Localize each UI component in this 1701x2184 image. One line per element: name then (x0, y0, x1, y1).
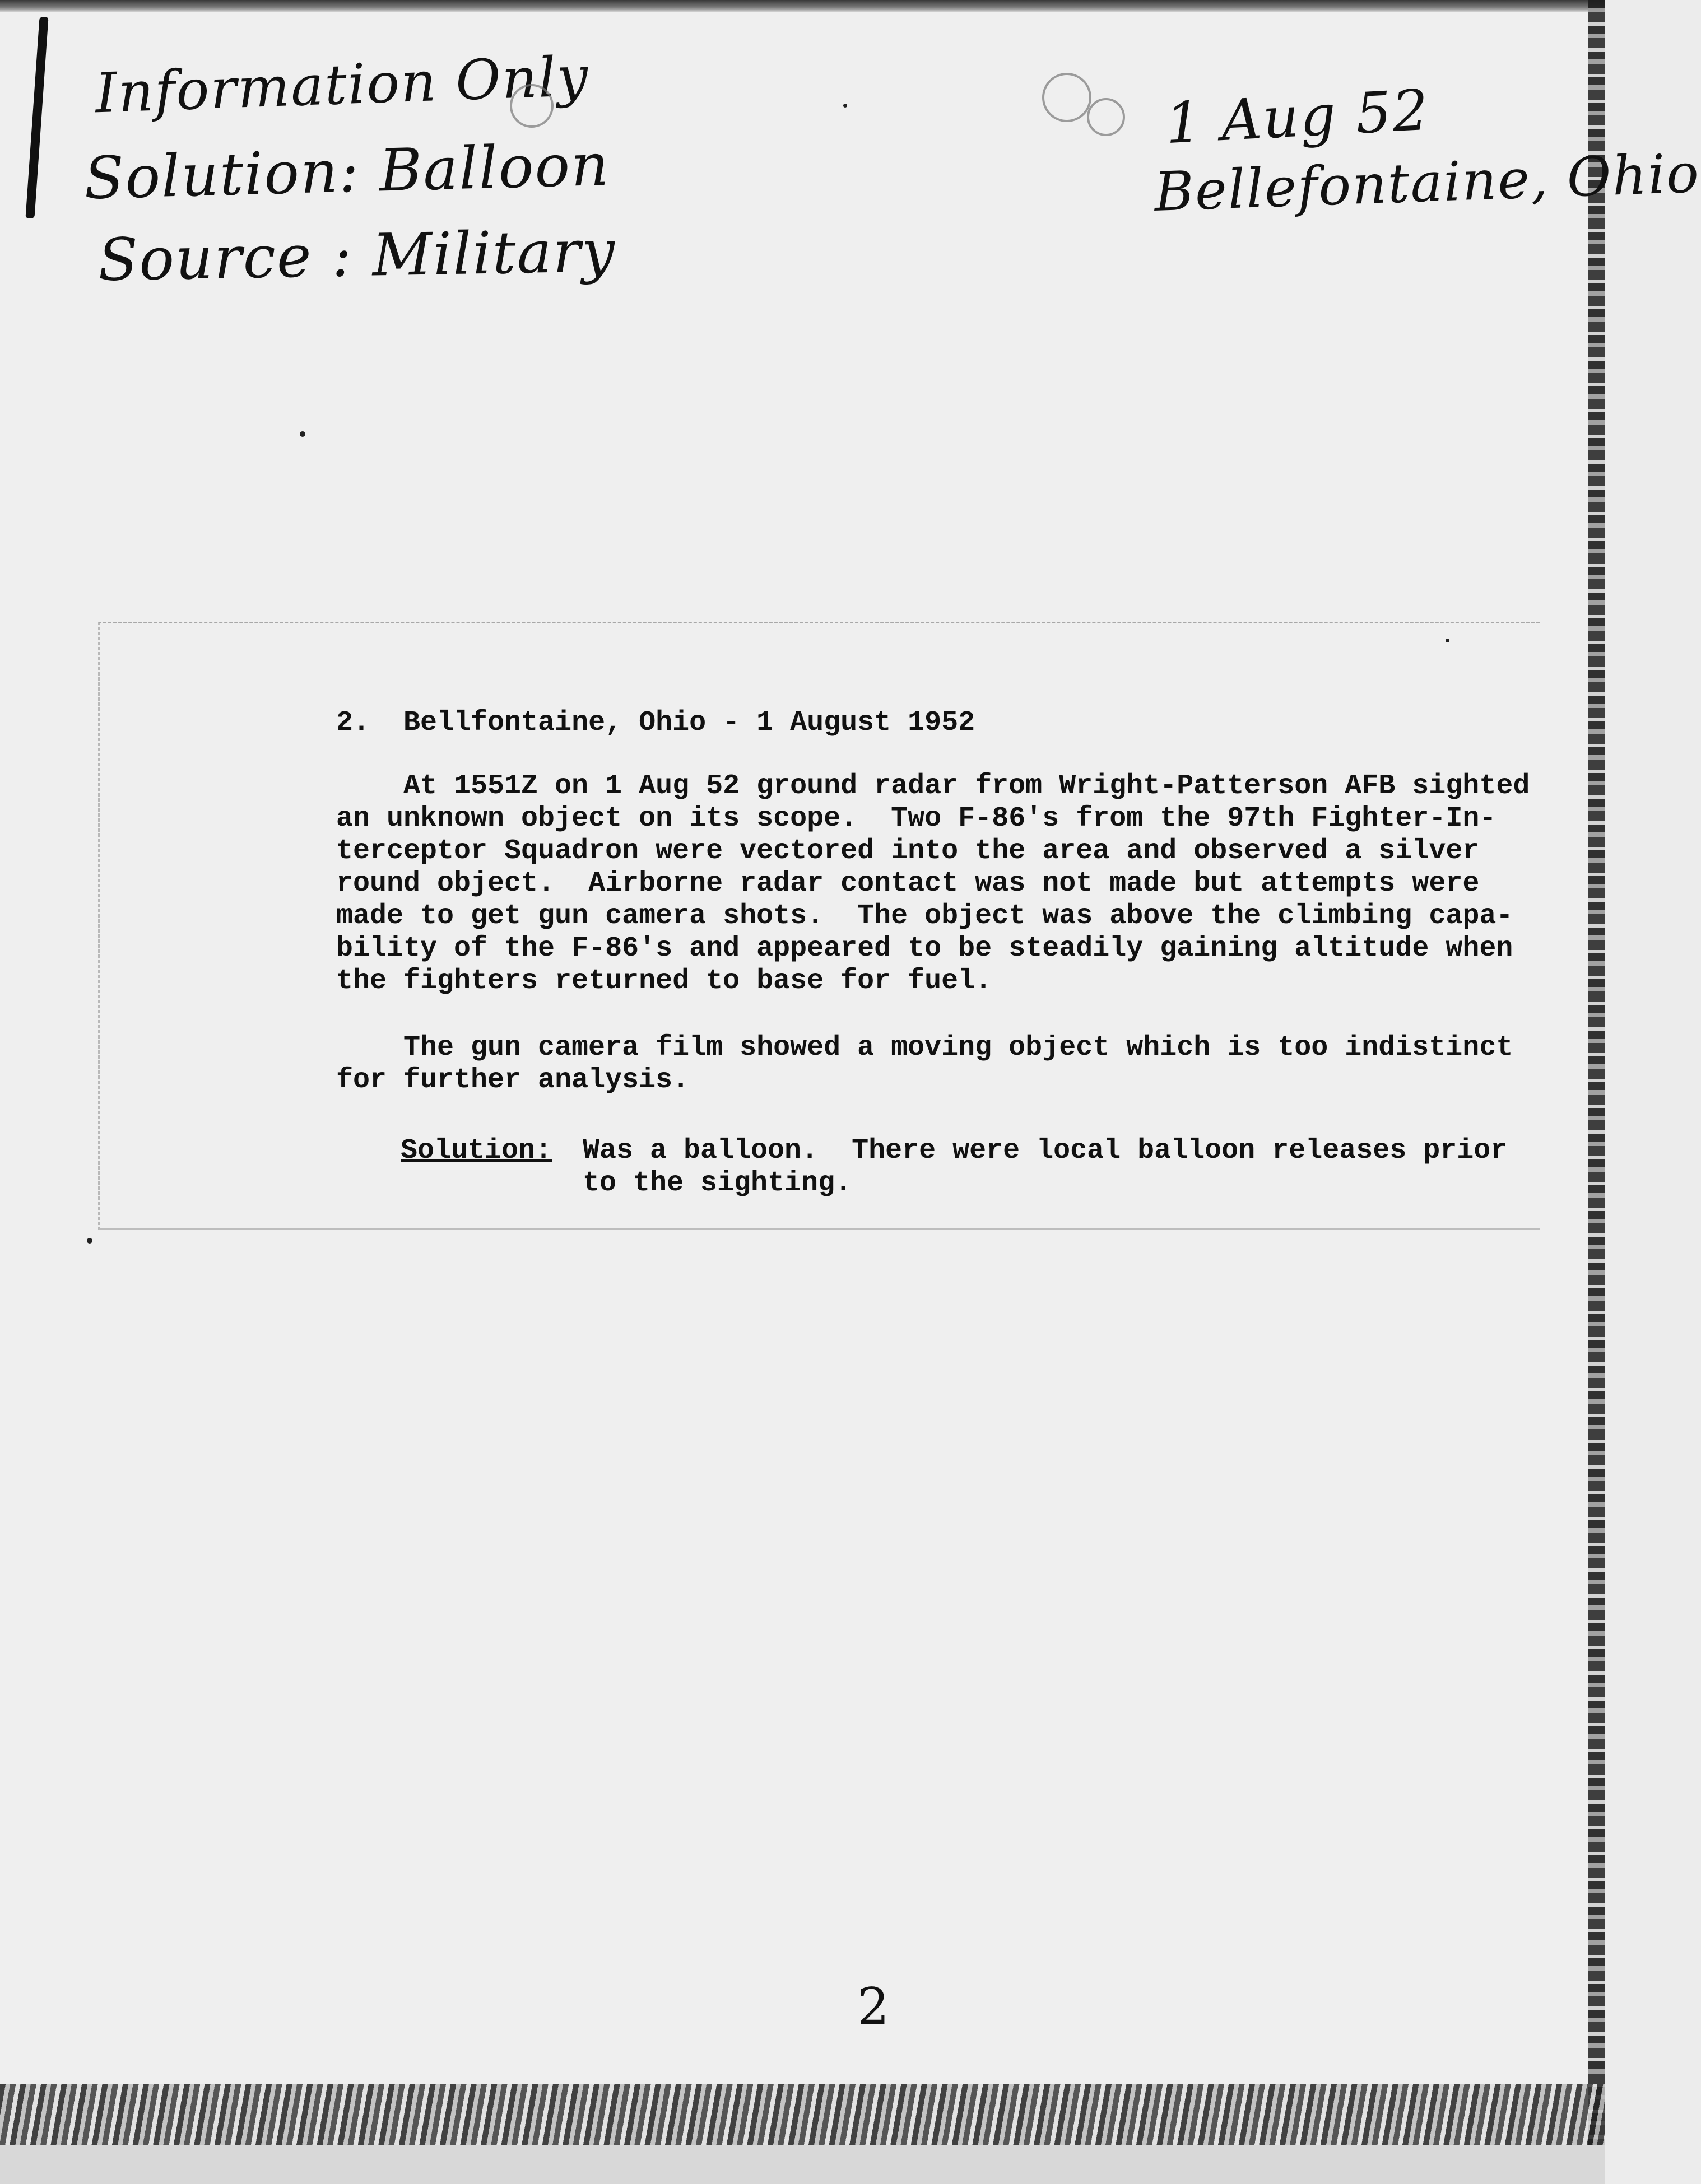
scan-edge-left-mark (25, 17, 48, 218)
solution-text (583, 1135, 1507, 1200)
solution-line: to the sighting. (583, 1167, 852, 1199)
paragraph-line: round object. Airborne radar contact was not made but attempts were (336, 868, 1480, 900)
scan-edge-bottom-strip (0, 2145, 1605, 2184)
solution-label: Solution: (401, 1135, 552, 1167)
scan-speck (1446, 639, 1449, 642)
handwritten-source: Source : Military (97, 216, 617, 295)
scan-speck (300, 431, 305, 437)
faint-stamp-mark (1042, 73, 1091, 122)
paragraph-line: for further analysis. (336, 1064, 690, 1096)
faint-stamp-mark (510, 84, 554, 128)
handwritten-info-only: Information Only (94, 44, 591, 126)
paragraph-line: The gun camera film showed a moving object which is too indistinct (403, 1032, 1513, 1064)
paragraph-line: made to get gun camera shots. The object was above the climbing capa- (336, 900, 1513, 932)
handwritten-solution: Solution: Balloon (83, 130, 611, 213)
solution-line: Was a balloon. There were local balloon releases prior (583, 1135, 1508, 1167)
handwritten-location: Bellefontaine, Ohio (1153, 142, 1701, 223)
paragraph-line: bility of the F-86's and appeared to be steadily gaining altitude when (336, 933, 1513, 965)
scan-edge-right (1588, 0, 1605, 2184)
paragraph-line: terceptor Squadron were vectored into the area and observed a silver (336, 835, 1480, 867)
scan-speck (843, 104, 847, 108)
scan-edge-top (0, 0, 1605, 12)
paragraph-line: an unknown object on its scope. Two F-86's from the 97th Fighter-In- (336, 803, 1496, 835)
report-paragraph-1 (336, 770, 1530, 998)
scan-edge-bottom (0, 2084, 1605, 2145)
handwritten-date: 1 Aug 52 (1164, 77, 1431, 157)
report-heading: 2. Bellfontaine, Ohio - 1 August 1952 (336, 707, 975, 739)
report-paragraph-2 (336, 1032, 1513, 1097)
page-number: 2 (857, 1977, 891, 2036)
paragraph-line: the fighters returned to base for fuel. (336, 965, 992, 997)
scan-speck (87, 1238, 92, 1244)
paragraph-line: At 1551Z on 1 Aug 52 ground radar from Wright-Patterson AFB sighted (403, 770, 1530, 802)
faint-stamp-mark (1087, 98, 1125, 136)
